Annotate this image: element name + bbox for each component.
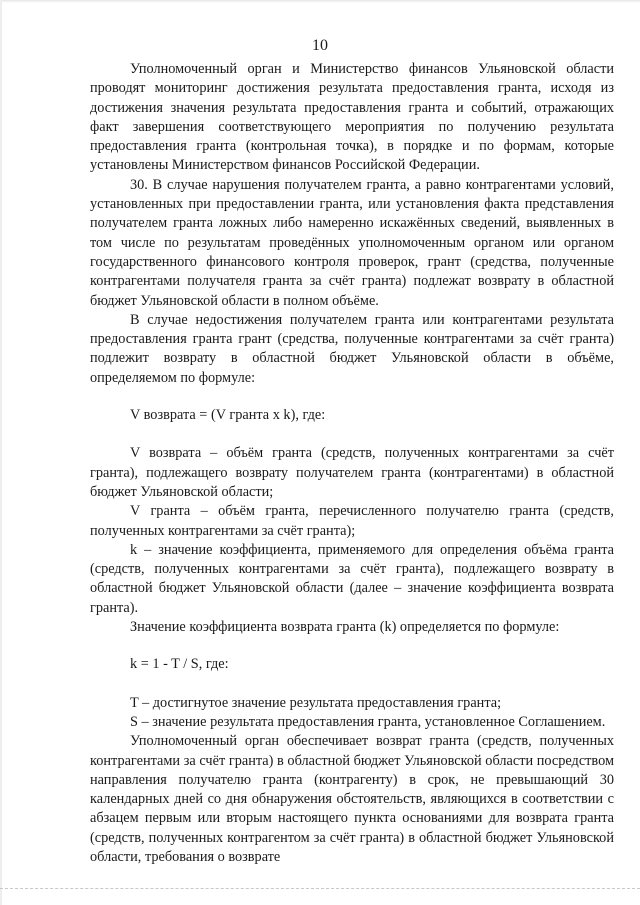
paragraph-return-procedure: Уполномоченный орган обеспечивает возврат гранта (средств, полученных контрагентами за счёт гранта) в областной бюджет Ульяновской области посредством направления получателю гранта (контрагенту) в срок, не превышающий 30 календарных дней со дня обнаружения обстоятельств, являющихся в соответствии с абзацем первым или вторым настоящего пункта основаниями для возврата гранта (средств, полученных контрагентом за счёт гранта) в областной бюджет Ульяновской области, требования о возврате (90, 733, 614, 865)
scan-bottom-edge (0, 888, 640, 891)
document-body (90, 60, 614, 867)
definition-v-return: V возврата – объём гранта (средств, полученных контрагентами за счёт гранта), подлежащего возврату получателем гранта (контрагентами) в областной бюджет Ульяновской области; (90, 445, 614, 500)
definition-k: k – значение коэффициента, применяемого для определения объёма гранта (средств, полученных контрагентами за счёт гранта), подлежащего возврату в областной бюджет Ульяновской области (далее – значение коэффициента возврата гранта). (90, 541, 614, 616)
paragraph-clause-30: 30. В случае нарушения получателем гранта, а равно контрагентами условий, установленных при предоставлении гранта, или установления факта представления получателем гранта ложных либо намеренно искажённых сведений, выявленных в том числе по результатам проведённых уполномоченным органом или органом государственного финансового контроля проверок, грант (средства, полученные контрагентами получателя гранта за счёт гранта) подлежат возврату в областной бюджет Ульяновской области в полном объёме. (90, 176, 614, 309)
page-number: 10 (312, 37, 328, 54)
scan-top-edge (0, 0, 640, 3)
paragraph-k-formula-intro: Значение коэффициента возврата гранта (k) определяется по формуле: (130, 619, 560, 636)
definition-t: T – достигнутое значение результата предоставления гранта; (130, 694, 502, 711)
definition-v-grant: V гранта – объём гранта, перечисленного получателю гранта (средств, полученных контрагентами за счёт гранта); (90, 503, 614, 539)
definition-s: S – значение результата предоставления гранта, установленное Соглашением. (130, 713, 606, 730)
scan-left-edge (0, 0, 2, 905)
paragraph-non-achievement: В случае недостижения получателем гранта или контрагентами результата предоставления гранта грант (средства, полученные контрагентами за счёт гранта) подлежит возврату в областной бюджет Ульяновской области в объёме, определяемом по формуле: (90, 311, 614, 386)
formula-return-volume: V возврата = (V гранта x k), где: (130, 407, 326, 424)
paragraph-monitoring: Уполномоченный орган и Министерство финансов Ульяновской области проводят мониторинг достижения результата предоставления гранта, исходя из достижения значения результата предоставления гранта и событий, отражающих факт завершения соответствующего мероприятия по получению результата предоставления гранта (контрольная точка), в порядке и по формам, которые установлены Министерством финансов Российской Федерации. (90, 61, 614, 174)
formula-k: k = 1 - T / S, где: (130, 656, 229, 673)
